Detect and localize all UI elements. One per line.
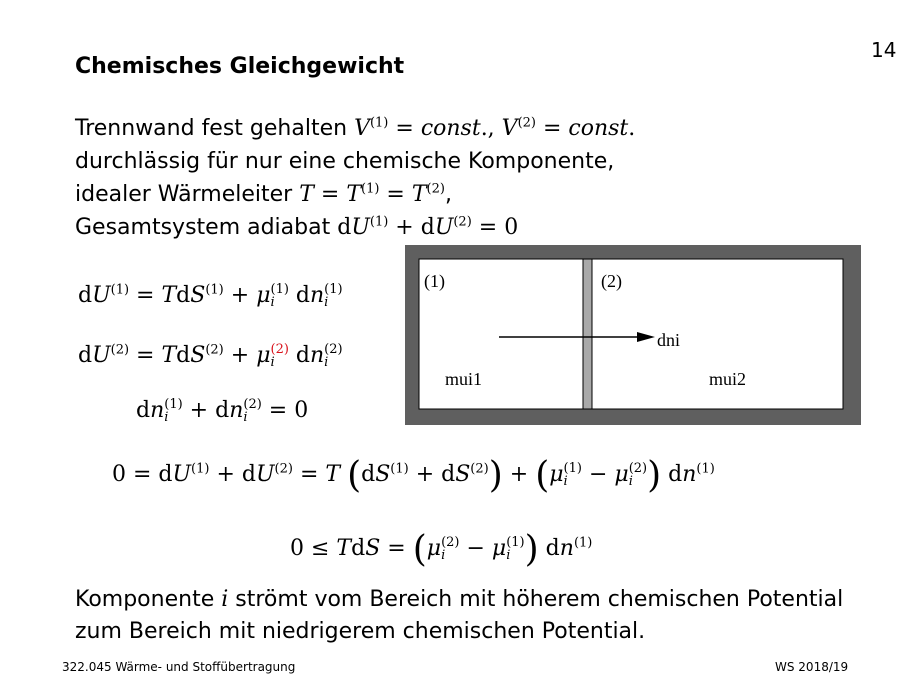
equation-du1: $dU^{(1)} = TdS^{(1)} + \mu$ (1) i dn (1) i bbox=[78, 282, 343, 310]
slide-title: Chemisches Gleichgewicht bbox=[75, 54, 405, 79]
component-symbol: i bbox=[221, 587, 229, 612]
equation-entropy-production: 0 ≤ TdS = (μ (2) i − μ (1) i ) $dn^{(1)}$ bbox=[290, 529, 593, 570]
potential-left-label: mui1 bbox=[445, 369, 483, 389]
intro-line-1: Trennwand fest gehalten $V^{(1)}$ = const., $V^{(2)}$ = const. bbox=[75, 115, 636, 141]
semipermeable-wall bbox=[583, 259, 592, 409]
adiabatic-formula: $dU^{(1)} + dU^{(2)} = 0$ bbox=[337, 214, 519, 240]
footer-semester: WS 2018/19 bbox=[775, 660, 849, 674]
two-compartment-diagram bbox=[405, 245, 861, 425]
equation-energy-balance: $0 = dU^{(1)} + dU^{(2)} = T$ $(dS^{(1)} + dS^{(2)}) + (\mu$ (1) i − μ (2) i ) $dn^{(1)}$ bbox=[112, 455, 715, 496]
arrow-label: dni bbox=[657, 330, 681, 350]
conclusion-line-2: zum Bereich mit niedrigerem chemischen Potential. bbox=[75, 619, 646, 644]
temperature-formula: $T = T^{(1)} = T^{(2)}$ bbox=[299, 181, 445, 207]
compartment-2-label: (2) bbox=[601, 271, 622, 291]
potential-right-label: mui2 bbox=[709, 369, 747, 389]
conclusion-line-1: Komponente i strömt vom Bereich mit höherem chemischen Potential bbox=[75, 587, 844, 612]
intro-line-2: durchlässig für nur eine chemische Komponente, bbox=[75, 149, 615, 174]
compartment-1-label: (1) bbox=[424, 271, 445, 291]
footer-course: 322.045 Wärme- und Stoffübertragung bbox=[62, 660, 296, 674]
intro-line-4: Gesamtsystem adiabat $dU^{(1)} + dU^{(2)} = 0$ bbox=[75, 214, 519, 240]
volume-constraint-formula: $V^{(1)}$ = const., $V^{(2)}$ = const. bbox=[354, 115, 636, 141]
equation-dn-sum: dn (1) i + dn (2) i = 0 bbox=[136, 397, 309, 425]
intro-line-3: idealer Wärmeleiter $T = T^{(1)} = T^{(2)}$, bbox=[75, 181, 452, 207]
equation-du2: $dU^{(2)} = TdS^{(2)} + \mu$ (2) i dn (2) i bbox=[78, 342, 343, 370]
page-number: 14 bbox=[871, 38, 897, 62]
container-interior bbox=[419, 259, 843, 409]
